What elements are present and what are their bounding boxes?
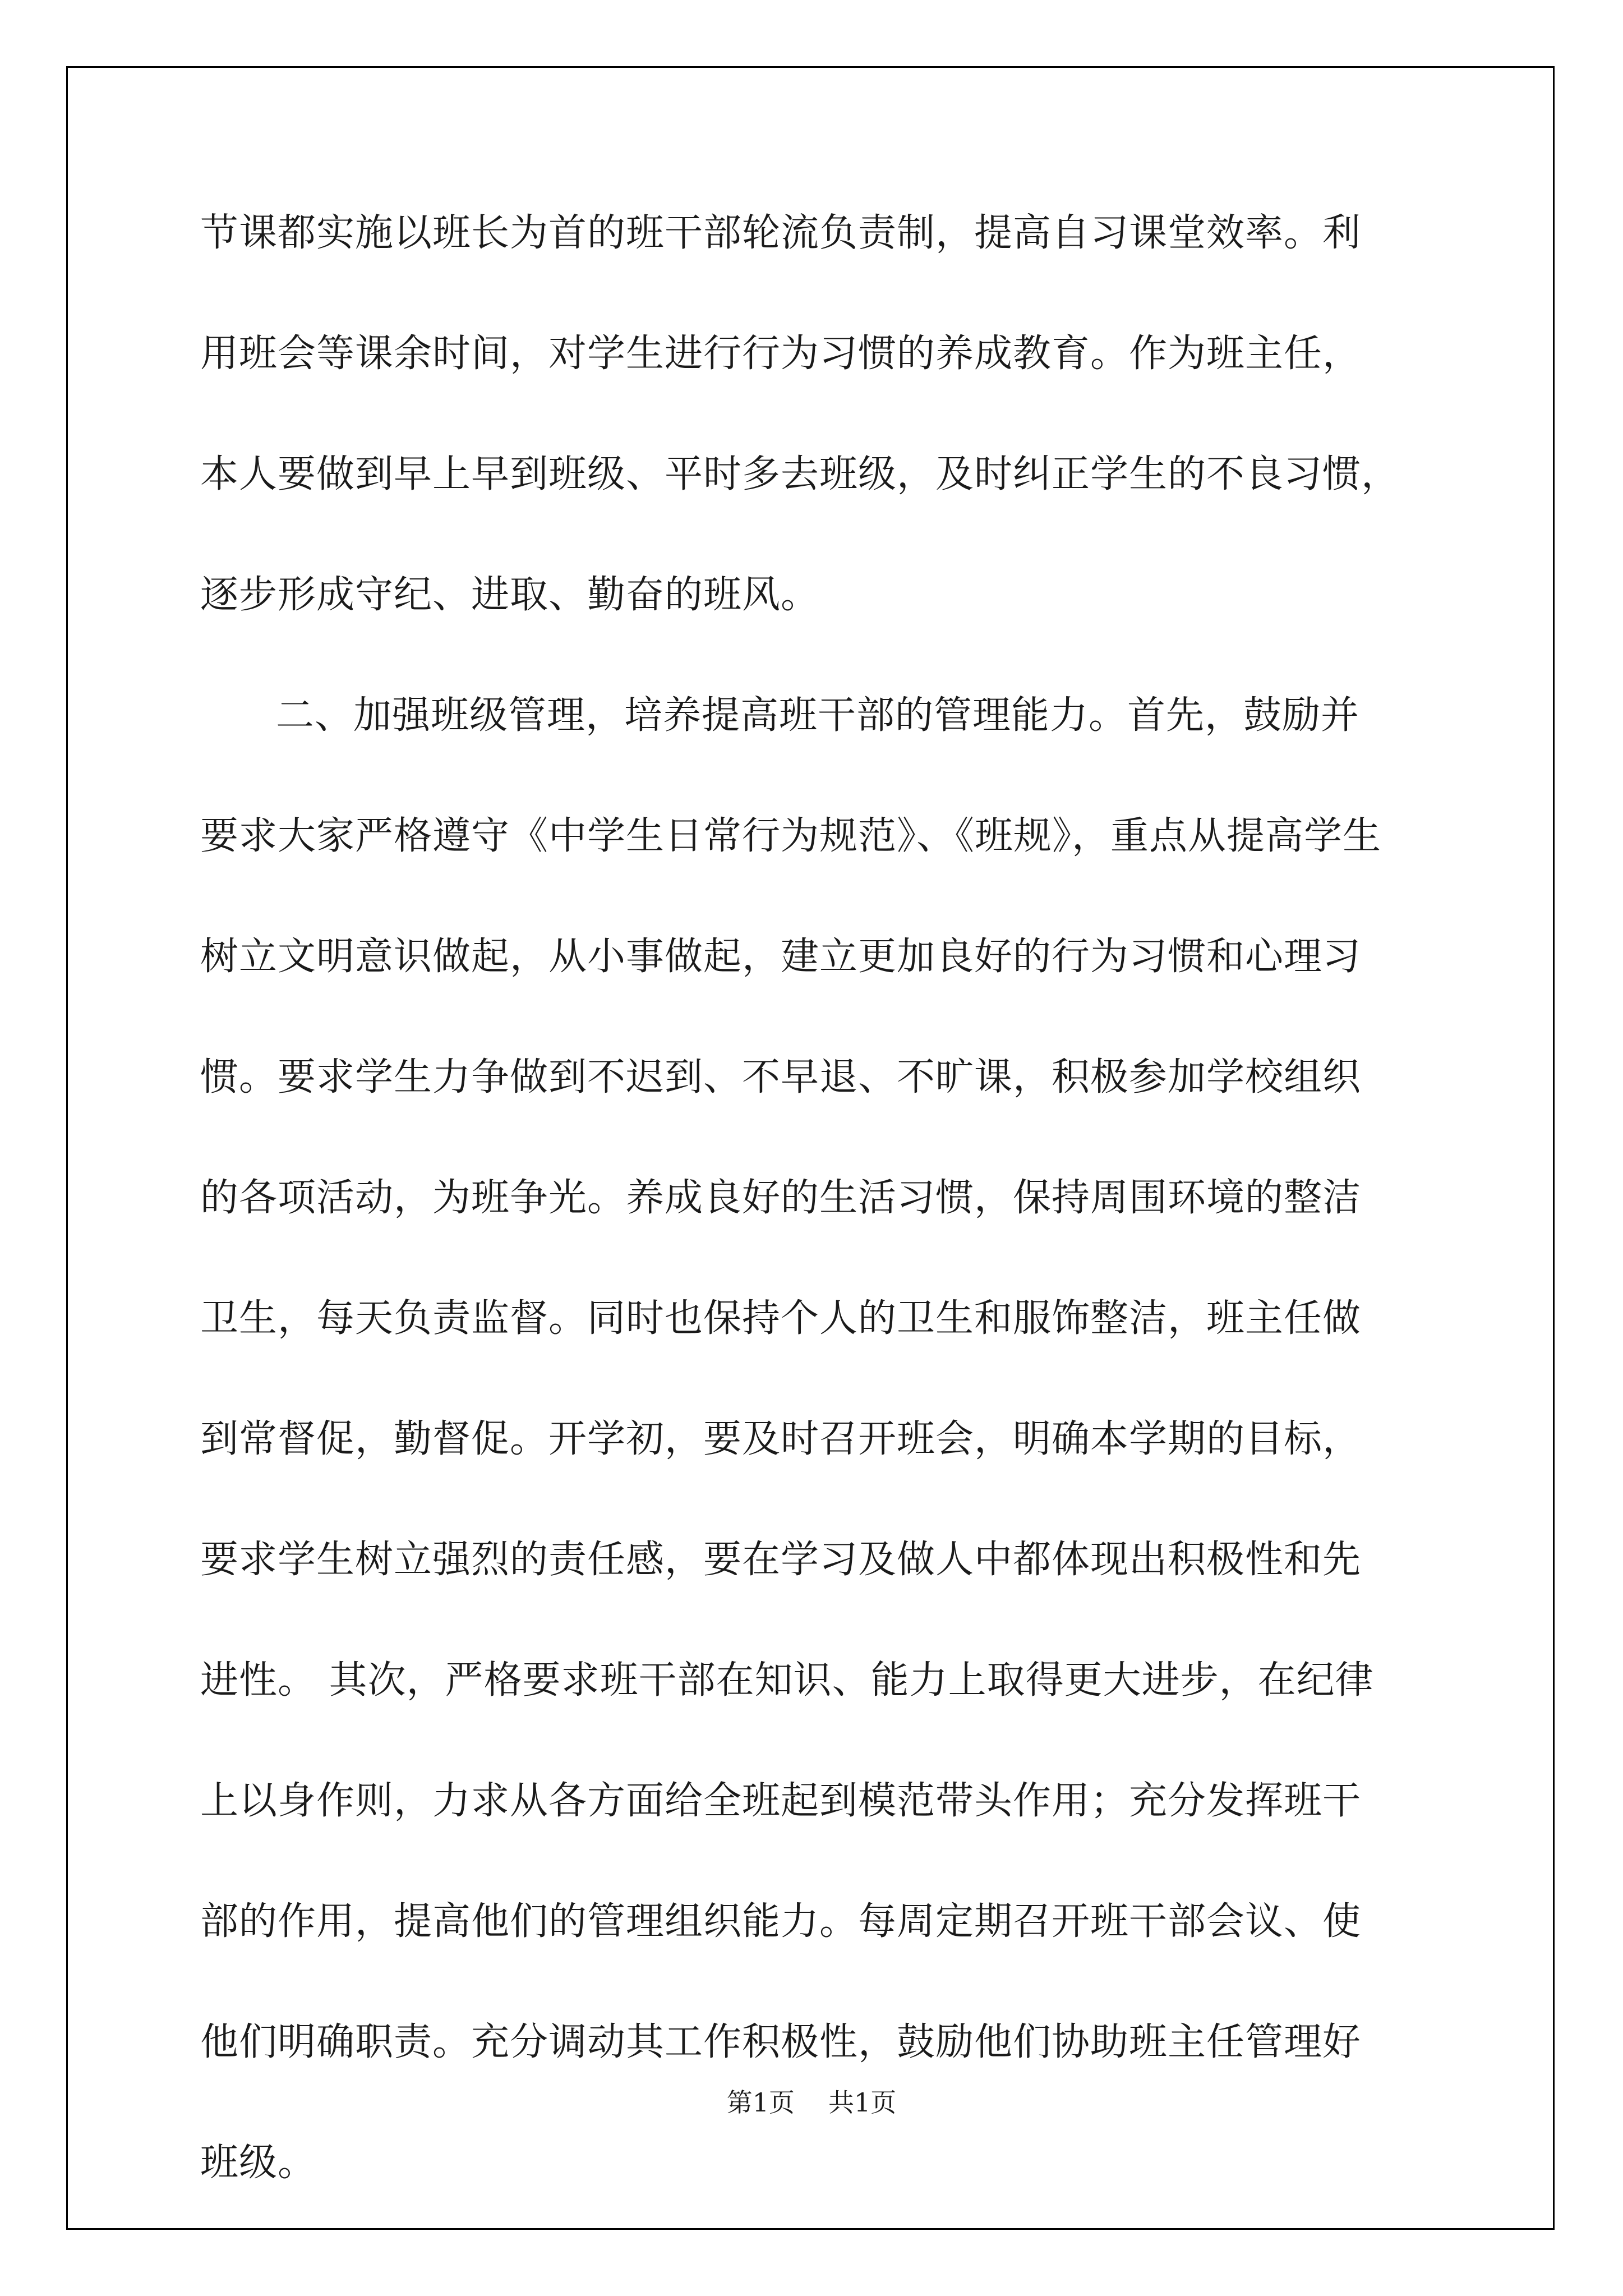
text-line: 节课都实施以班长为首的班干部轮流负责制，提高自习课堂效率。利: [200, 211, 1362, 255]
text-line: 部的作用，提高他们的管理组织能力。每周定期召开班干部会议、使: [200, 1899, 1362, 1944]
paragraph-heading-line: 二、加强班级管理，培养提高班干部的管理能力。首先，鼓励并: [276, 693, 1360, 738]
text-line: 本人要做到早上早到班级、平时多去班级，及时纠正学生的不良习惯，: [200, 452, 1400, 496]
text-line: 惯。要求学生力争做到不迟到、不早退、不旷课，积极参加学校组织: [200, 1055, 1362, 1099]
text-line: 要求学生树立强烈的责任感，要在学习及做人中都体现出积极性和先: [200, 1538, 1362, 1582]
text-line: 用班会等课余时间，对学生进行行为习惯的养成教育。作为班主任，: [200, 332, 1362, 376]
page-total: 共1页: [828, 2087, 897, 2118]
page-footer: [0, 2086, 1623, 2119]
page-number: 第1页: [726, 2087, 795, 2118]
text-line: 的各项活动，为班争光。养成良好的生活习惯，保持周围环境的整洁: [200, 1176, 1362, 1220]
text-line: 到常督促，勤督促。开学初，要及时召开班会，明确本学期的目标，: [200, 1417, 1362, 1461]
text-line: 树立文明意识做起，从小事做起，建立更加良好的行为习惯和心理习: [200, 935, 1362, 979]
text-line: 逐步形成守纪、进取、勤奋的班风。: [200, 573, 820, 617]
text-line: 班级。: [200, 2141, 317, 2185]
text-line: 上以身作则，力求从各方面给全班起到模范带头作用；充分发挥班干: [200, 1779, 1362, 1823]
text-line: 卫生，每天负责监督。同时也保持个人的卫生和服饰整洁，班主任做: [200, 1296, 1362, 1341]
text-line: 进性。 其次，严格要求班干部在知识、能力上取得更大进步，在纪律: [200, 1658, 1374, 1703]
text-line: 他们明确职责。充分调动其工作积极性，鼓励他们协助班主任管理好: [200, 2020, 1362, 2064]
text-line: 要求大家严格遵守《中学生日常行为规范》、《班规》，重点从提高学生: [200, 814, 1382, 858]
